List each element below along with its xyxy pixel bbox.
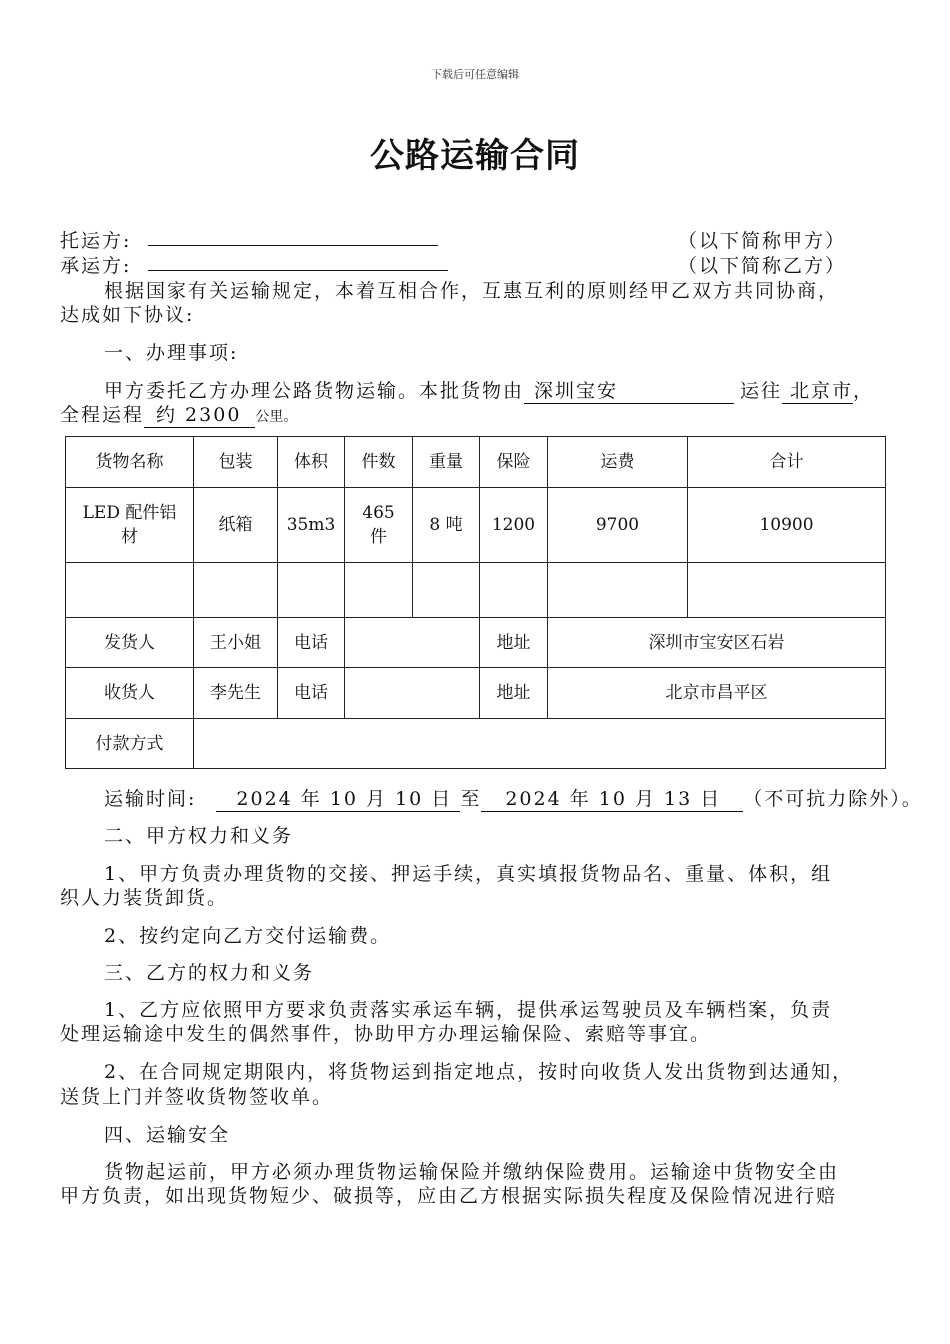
payment-label: 付款方式 — [66, 719, 194, 769]
intro-line-2: 达成如下协议: — [60, 304, 195, 326]
cell-pieces: 465件 — [345, 488, 413, 563]
transport-start-date: 2024 年 10 月 10 日 — [216, 784, 460, 812]
header-note: 下载后可任意编辑 — [431, 68, 519, 81]
cell-goods-name: LED 配件铝材 — [66, 488, 194, 563]
transport-time-line — [104, 784, 923, 812]
route-to: 北京市 — [782, 376, 853, 404]
receiver-address-label: 地址 — [480, 668, 548, 719]
receiver-phone-value — [345, 668, 480, 719]
transport-to: 至 — [460, 788, 482, 810]
header-total: 合计 — [688, 437, 886, 488]
receiver-row — [66, 668, 886, 719]
carrier-note: （以下简称乙方） — [678, 255, 847, 277]
shipper-blank-line — [148, 245, 438, 246]
transport-end-date: 2024 年 10 月 13 日 — [481, 784, 743, 812]
route-from: 深圳宝安 — [524, 376, 734, 404]
distance-prefix: 全程运程 — [60, 404, 145, 426]
shipper-note: （以下简称甲方） — [678, 230, 847, 252]
section-3-heading: 三、乙方的权力和义务 — [104, 962, 315, 984]
receiver-name: 李先生 — [194, 668, 278, 719]
empty-cell — [278, 563, 345, 618]
s3-p2-line-2: 送货上门并签收货物签收单。 — [60, 1086, 334, 1108]
route-prefix: 甲方委托乙方办理公路货物运输。本批货物由 — [104, 380, 525, 402]
carrier-blank-line — [148, 270, 448, 271]
transport-time-label: 运输时间: — [104, 788, 197, 810]
sender-phone-label: 电话 — [278, 618, 345, 668]
s3-p2-line-1: 2、在合同规定期限内，将货物运到指定地点，按时向收货人发出货物到达通知， — [104, 1061, 854, 1083]
empty-cell — [345, 563, 413, 618]
empty-cell — [194, 563, 278, 618]
s3-p1-line-2: 处理运输途中发生的偶然事件，协助甲方办理运输保险、索赔等事宜。 — [60, 1023, 712, 1045]
header-insurance: 保险 — [480, 437, 548, 488]
receiver-phone-label: 电话 — [278, 668, 345, 719]
distance-value: 约 2300 — [144, 400, 255, 428]
payment-value — [194, 719, 886, 769]
header-goods-name: 货物名称 — [66, 437, 194, 488]
empty-cell — [480, 563, 548, 618]
header-pieces: 件数 — [345, 437, 413, 488]
s4-p1-line-2: 甲方负责，如出现货物短少、破损等，应由乙方根据实际损失程度及保险情况进行赔 — [60, 1185, 838, 1207]
header-volume: 体积 — [278, 437, 345, 488]
intro-line-1: 根据国家有关运输规定，本着互相合作，互惠互利的原则经甲乙双方共同协商， — [104, 280, 840, 302]
table-header-row — [66, 437, 886, 488]
empty-cell — [66, 563, 194, 618]
cell-total: 10900 — [688, 488, 886, 563]
sender-phone-value — [345, 618, 480, 668]
section-1-heading: 一、办理事项: — [104, 342, 239, 364]
shipper-label: 托运方: — [60, 230, 132, 252]
transport-note: （不可抗力除外）。 — [743, 788, 923, 810]
receiver-label: 收货人 — [66, 668, 194, 719]
cell-freight: 9700 — [548, 488, 688, 563]
cell-insurance: 1200 — [480, 488, 548, 563]
goods-table — [65, 436, 886, 769]
distance-line — [60, 400, 297, 428]
section-4-heading: 四、运输安全 — [104, 1124, 231, 1146]
route-mid: 运往 — [740, 380, 783, 402]
payment-row — [66, 719, 886, 769]
empty-cell — [548, 563, 688, 618]
s3-p1-line-1: 1、乙方应依照甲方要求负责落实承运车辆，提供承运驾驶员及车辆档案，负责 — [104, 999, 833, 1021]
s2-p1-line-2: 织人力装货卸货。 — [60, 887, 229, 909]
header-freight: 运费 — [548, 437, 688, 488]
section-2-heading: 二、甲方权力和义务 — [104, 825, 294, 847]
route-comma: ， — [853, 380, 875, 402]
sender-address-label: 地址 — [480, 618, 548, 668]
header-packaging: 包装 — [194, 437, 278, 488]
table-row — [66, 488, 886, 563]
empty-cell — [688, 563, 886, 618]
sender-row — [66, 618, 886, 668]
sender-label: 发货人 — [66, 618, 194, 668]
distance-unit: 公里。 — [255, 409, 298, 425]
page-title: 公路运输合同 — [370, 136, 580, 176]
s2-p1-line-1: 1、甲方负责办理货物的交接、押运手续，真实填报货物品名、重量、体积，组 — [104, 863, 833, 885]
s4-p1-line-1: 货物起运前，甲方必须办理货物运输保险并缴纳保险费用。运输途中货物安全由 — [104, 1161, 840, 1183]
s2-p2: 2、按约定向乙方交付运输费。 — [104, 925, 392, 947]
empty-cell — [413, 563, 480, 618]
cell-packaging: 纸箱 — [194, 488, 278, 563]
carrier-label: 承运方: — [60, 255, 132, 277]
header-weight: 重量 — [413, 437, 480, 488]
receiver-address: 北京市昌平区 — [548, 668, 886, 719]
table-row-empty — [66, 563, 886, 618]
cell-volume: 35m3 — [278, 488, 345, 563]
sender-address: 深圳市宝安区石岩 — [548, 618, 886, 668]
sender-name: 王小姐 — [194, 618, 278, 668]
cell-weight: 8 吨 — [413, 488, 480, 563]
